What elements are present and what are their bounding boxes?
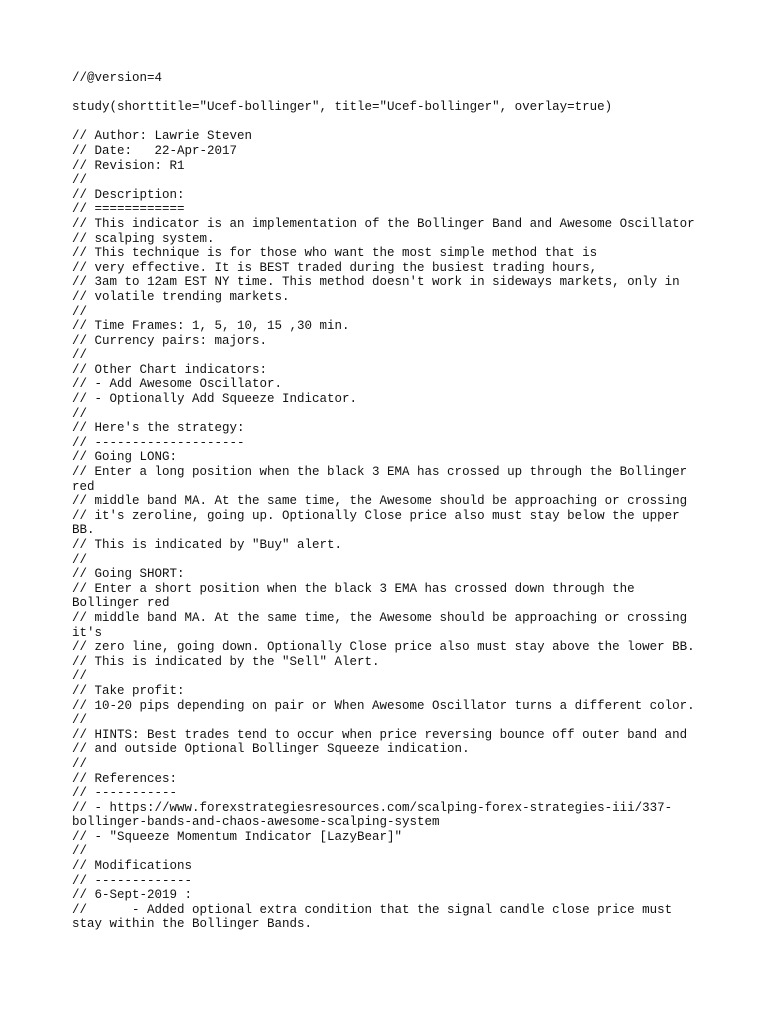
code-line: // zero line, going down. Optionally Close price also must stay above the lower BB. xyxy=(72,640,695,655)
code-line: // Currency pairs: majors. xyxy=(72,333,268,348)
code-line: // Author: Lawrie Steven xyxy=(72,129,253,144)
code-line: // and outside Optional Bollinger Squeeze indication. xyxy=(72,742,470,757)
code-line: // xyxy=(72,713,88,728)
code-line: // ============ xyxy=(72,202,185,217)
code-line: //@version=4 xyxy=(72,71,163,85)
code-line: // it's zeroline, going up. Optionally Close price also must stay below the upper xyxy=(72,508,680,523)
code-line: // - Optionally Add Squeeze Indicator. xyxy=(72,392,358,407)
code-line: bollinger-bands-and-chaos-awesome-scalping-system xyxy=(72,815,440,830)
code-line: // Enter a short position when the black 3 EMA has crossed down through the xyxy=(72,581,635,596)
code-line: // References: xyxy=(72,771,178,786)
code-line: // Going LONG: xyxy=(72,450,178,465)
code-line: // xyxy=(72,406,88,421)
code-line: // middle band MA. At the same time, the Awesome should be approaching or crossing xyxy=(72,494,688,509)
code-line: // 3am to 12am EST NY time. This method doesn't work in sideways markets, only in xyxy=(72,275,680,290)
code-line: // volatile trending markets. xyxy=(72,289,290,304)
code-document xyxy=(72,71,712,932)
code-line: study(shorttitle="Ucef-bollinger", title="Ucef-bollinger", overlay=true) xyxy=(72,100,613,115)
code-line: stay within the Bollinger Bands. xyxy=(72,917,313,932)
code-line: // scalping system. xyxy=(72,231,215,246)
code-line: // xyxy=(72,669,88,684)
code-line: // xyxy=(72,348,88,363)
code-line: // - Added optional extra condition that the signal candle close price must xyxy=(72,902,673,917)
code-line: // Going SHORT: xyxy=(72,567,185,582)
code-line: // - https://www.forexstrategiesresources.com/scalping-forex-strategies-iii/337- xyxy=(72,800,673,815)
code-line: // 6-Sept-2019 : xyxy=(72,888,193,903)
code-line: // Modifications xyxy=(72,859,193,874)
code-line: // xyxy=(72,552,88,567)
code-line: // very effective. It is BEST traded during the busiest trading hours, xyxy=(72,260,598,275)
code-line: Bollinger red xyxy=(72,596,170,611)
code-line: // -------------------- xyxy=(72,435,245,450)
code-line: // HINTS: Best trades tend to occur when price reversing bounce off outer band and xyxy=(72,727,688,742)
code-line: // Take profit: xyxy=(72,683,185,698)
code-line: // This technique is for those who want the most simple method that is xyxy=(72,246,598,261)
code-line: // Date: 22-Apr-2017 xyxy=(72,143,238,158)
code-line: it's xyxy=(72,625,103,640)
code-line: // Here's the strategy: xyxy=(72,421,245,436)
code-line: BB. xyxy=(72,523,95,538)
code-line: // Revision: R1 xyxy=(72,158,185,173)
code-line: // Other Chart indicators: xyxy=(72,362,268,377)
code-line: // - "Squeeze Momentum Indicator [LazyBear]" xyxy=(72,829,403,844)
code-line: // ----------- xyxy=(72,786,178,801)
code-line: // This is indicated by the "Sell" Alert. xyxy=(72,654,380,669)
code-line xyxy=(72,86,712,101)
code-line: // xyxy=(72,173,88,188)
code-line: // Enter a long position when the black 3 EMA has crossed up through the Bollinger xyxy=(72,465,688,480)
code-line: // xyxy=(72,844,88,859)
code-line: // xyxy=(72,304,88,319)
code-line: // This indicator is an implementation of the Bollinger Band and Awesome Oscillator xyxy=(72,216,695,231)
code-line xyxy=(72,115,712,130)
code-line: // Description: xyxy=(72,187,185,202)
code-line: // This is indicated by "Buy" alert. xyxy=(72,538,343,552)
code-line: red xyxy=(72,479,95,494)
code-line: // - Add Awesome Oscillator. xyxy=(72,377,283,392)
code-line: // ------------- xyxy=(72,873,193,888)
code-line: // 10-20 pips depending on pair or When Awesome Oscillator turns a different color. xyxy=(72,698,695,713)
code-line: // middle band MA. At the same time, the Awesome should be approaching or crossing xyxy=(72,610,688,625)
code-line: // xyxy=(72,756,88,771)
code-line: // Time Frames: 1, 5, 10, 15 ,30 min. xyxy=(72,319,350,334)
